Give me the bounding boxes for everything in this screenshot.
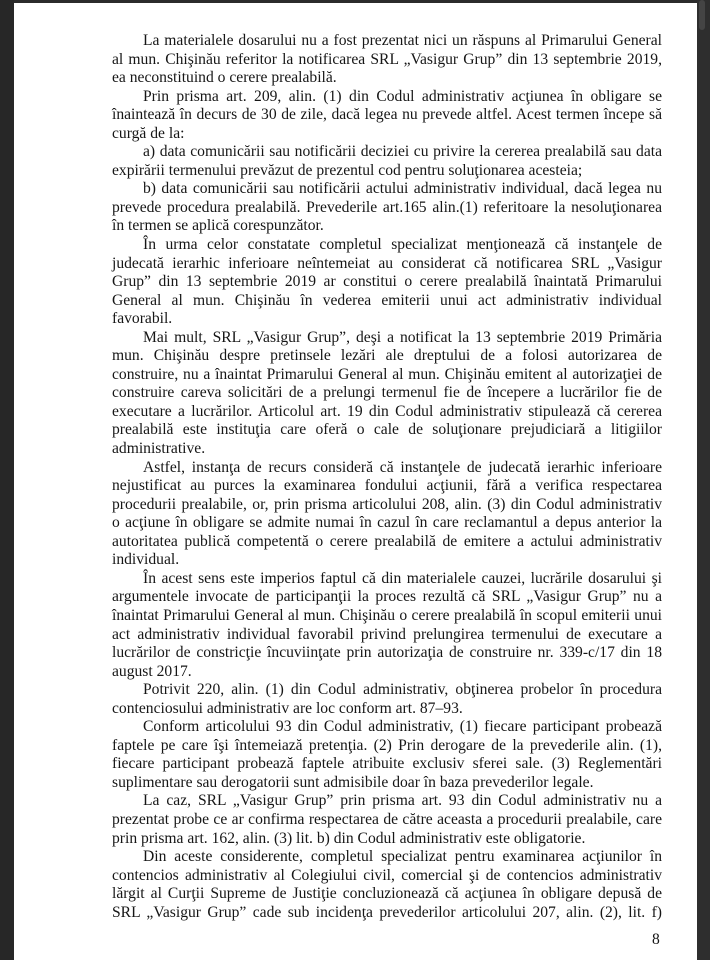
text-line: mun. Chişinău despre pretinsele lezări ale dreptului de a folosi autorizarea de xyxy=(112,347,662,365)
text-line: înaintează în decurs de 30 de zile, dacă legea nu prevede altfel. Acest termen începe să xyxy=(112,106,662,124)
text-line: Din aceste considerente, completul specializat pentru examinarea acţiunilor în xyxy=(143,848,662,866)
text-line: contenciosului administrativ are loc conform art. 87–93. xyxy=(112,699,463,717)
text-line: administrative. xyxy=(112,440,206,458)
text-line: General al mun. Chişinău în vederea emiterii unui act administrativ individual xyxy=(112,291,662,309)
text-line: al mun. Chişinău referitor la notificarea SRL „Vasigur Grup” din 13 septembrie 2019, xyxy=(112,50,662,68)
text-line: Mai mult, SRL „Vasigur Grup”, deşi a notificat la 13 septembrie 2019 Primăria xyxy=(143,328,662,346)
text-line: fiecare participant probează faptele atribuite exclusiv sferei sale. (3) Reglementări xyxy=(112,755,662,773)
text-line: autoritatea publică competentă o cerere prealabilă de emitere a actului administrativ xyxy=(112,532,662,550)
text-line: prevede procedura prealabilă. Prevederile art.165 alin.(1) referitoare la nesoluţionarea xyxy=(112,198,662,216)
document-body xyxy=(112,32,662,922)
text-line: înaintat Primarului General al mun. Chişinău o cerere prealabilă în scopul emiterii unui xyxy=(112,606,662,624)
text-line: nejustificat au purces la examinarea fondului acţiunii, fără a verifica respectarea xyxy=(112,477,662,495)
text-line: o acţiune în obligare se admite numai în cazul în care reclamantul a depus anterior la xyxy=(112,514,662,532)
text-line: a) data comunicării sau notificării deciziei cu privire la cererea prealabilă sau data xyxy=(143,143,662,161)
text-line: prin prisma art. 162, alin. (3) lit. b) din Codul administrativ este obligatorie. xyxy=(112,829,586,847)
text-line: construire, nu a înaintat Primarului General al mun. Chişinău emitent al autorizaţiei de xyxy=(112,365,662,383)
page-number: 8 xyxy=(652,931,660,948)
text-line: procedurii prealabile, or, prin prisma articolului 208, alin. (3) din Codul administrativ xyxy=(112,495,662,513)
text-line: În acest sens este imperios faptul că din materialele cauzei, lucrările dosarului şi xyxy=(143,569,662,587)
text-line: contencios administrativ al Colegiului civil, comercial şi de contencios administrativ xyxy=(112,866,662,884)
text-line: prezentat probe ce ar confirma respectarea de către aceasta a procedurii prealabile, care xyxy=(112,810,662,828)
text-line: faptele pe care îşi întemeiază pretenţia. (2) Prin derogare de la prevederile alin. (1), xyxy=(112,736,662,754)
left-border xyxy=(0,0,14,960)
text-line: argumentele invocate de participanţii la proces rezultă că SRL „Vasigur Grup” nu a xyxy=(112,588,662,606)
text-line: judecată ierarhic inferioare neîntemeiat au considerat că notificarea SRL „Vasigur xyxy=(112,254,662,272)
scrollbar[interactable] xyxy=(697,0,710,960)
scrollbar-thumb[interactable] xyxy=(699,0,705,30)
text-line: Astfel, instanţa de recurs consideră că instanţele de judecată ierarhic inferioare xyxy=(143,458,662,476)
text-line: expirării termenului prevăzut de prezentul cod pentru soluţionarea acesteia; xyxy=(112,161,583,179)
document-page xyxy=(14,3,697,960)
text-line: prealabilă este instituţia care oferă o cale de soluţionare prejudiciară a litigiilor xyxy=(112,421,662,439)
text-line: Conform articolului 93 din Codul administrativ, (1) fiecare participant probează xyxy=(143,718,662,736)
text-line: suplimentare sau derogatorii sunt admisibile doar în baza prevederilor legale. xyxy=(112,773,594,791)
text-line: curgă de la: xyxy=(112,124,185,142)
text-line: în termen se aplică corespunzător. xyxy=(112,217,324,235)
text-line: lărgit al Curţii Supreme de Justiţie concluzionează că acţiunea în obligare depusă de xyxy=(112,885,662,903)
text-line: La caz, SRL „Vasigur Grup” prin prisma art. 93 din Codul administrativ nu a xyxy=(143,792,662,810)
text-line: act administrativ individual favorabil privind prelungirea termenului de executare a xyxy=(112,625,662,643)
text-line: individual. xyxy=(112,551,180,569)
text-line: SRL „Vasigur Grup” cade sub incidenţa prevederilor articolului 207, alin. (2), lit. f) xyxy=(112,903,662,921)
text-line: Potrivit 220, alin. (1) din Codul administrativ, obţinerea probelor în procedura xyxy=(143,681,662,699)
text-line: favorabil. xyxy=(112,310,173,328)
text-line: În urma celor constatate completul specializat menţionează că instanţele de xyxy=(143,236,662,254)
text-line: lucrărilor de constricţie încuviinţate prin autorizaţia de construire nr. 339-c/17 din 18 xyxy=(112,644,662,662)
text-line: Prin prisma art. 209, alin. (1) din Codul administrativ acţiunea în obligare se xyxy=(143,87,662,105)
text-line: La materialele dosarului nu a fost prezentat nici un răspuns al Primarului General xyxy=(143,32,662,49)
text-line: b) data comunicării sau notificării actului administrativ individual, dacă legea nu xyxy=(143,180,662,198)
text-line: construire careva solicitări de a prelungi termenul fie de începere a lucrărilor fie de xyxy=(112,384,662,402)
text-line: Grup” din 13 septembrie 2019 ar constitui o cerere prealabilă înaintată Primarului xyxy=(112,273,662,291)
text-line: executare a lucrărilor. Articolul art. 19 din Codul administrativ stipulează că cererea xyxy=(112,402,662,420)
text-line: august 2017. xyxy=(112,662,192,680)
text-line: ea neconstituind o cerere prealabilă. xyxy=(112,69,337,87)
